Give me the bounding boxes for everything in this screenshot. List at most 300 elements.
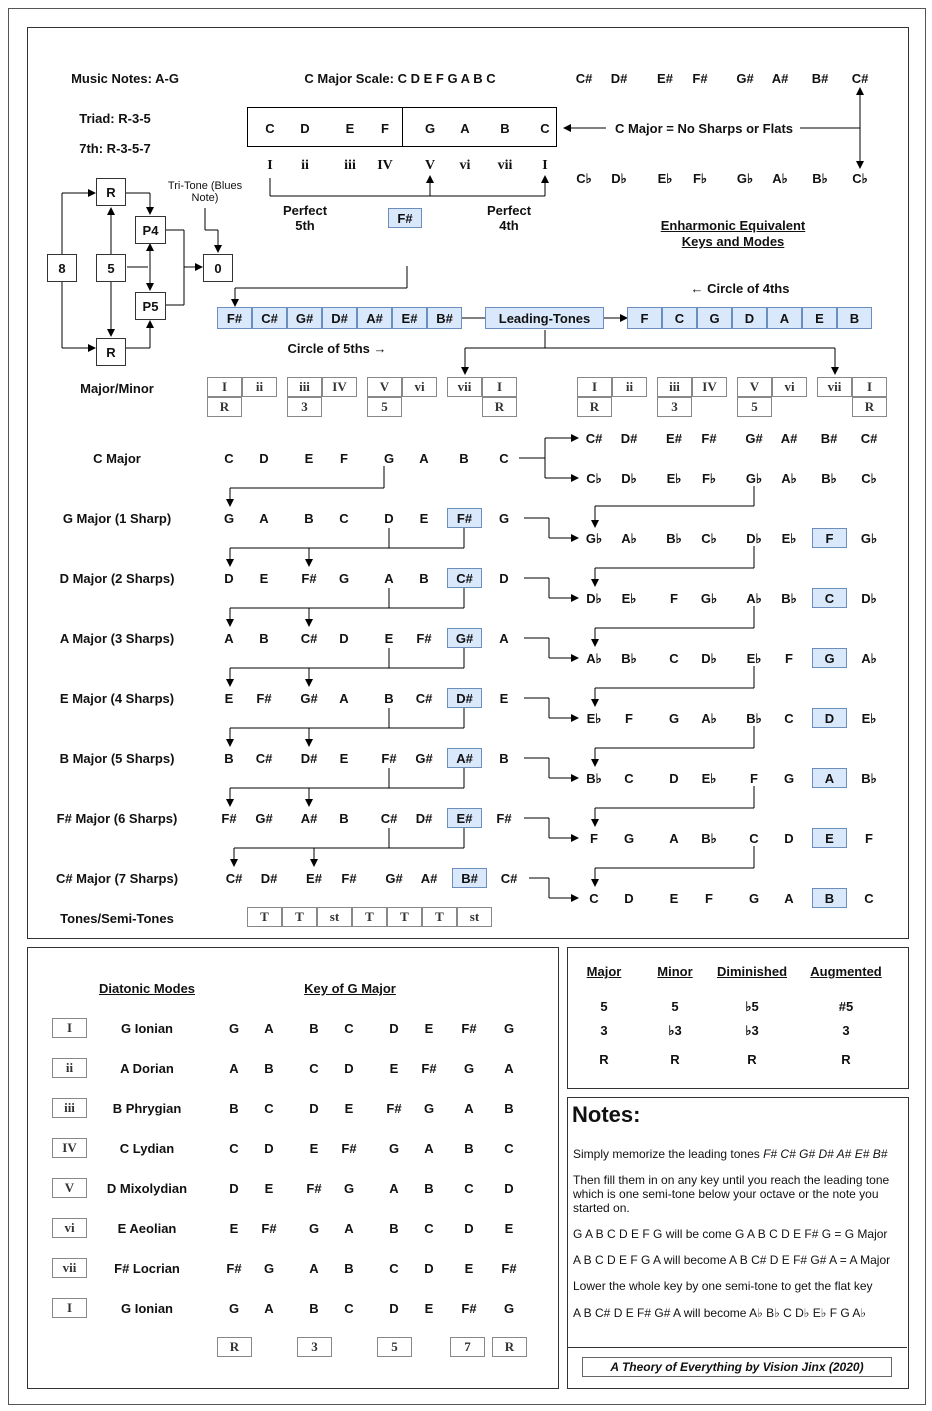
mode-note: G [503,1021,515,1036]
leading-tone-box: A# [357,307,392,329]
key-note: C# [225,871,243,886]
mode-note: B [309,1301,319,1316]
tone-cell: T [422,907,457,927]
key-name: G Major (1 Sharp) [62,511,172,526]
mode-note: D [389,1021,399,1036]
mode-roman: ii [52,1058,87,1078]
mode-note: A [264,1021,274,1036]
flat-note: B♭ [812,171,828,186]
enh-note: F [785,651,793,666]
enh-note: B♭ [701,831,717,846]
enh-note: E♭ [781,531,797,546]
mode-note: F# [386,1101,402,1116]
enh-note: G [748,891,760,906]
enh-flat: C♭ [586,471,602,486]
key-note: A [419,451,429,466]
notes-p1-prefix: Simply memorize the leading tones [573,1147,764,1161]
chord-cell: R [670,1052,680,1067]
mode-note: G [228,1301,240,1316]
enh-flat: C♭ [861,471,877,486]
flat-note: A♭ [772,171,788,186]
enh-note: E [669,891,679,906]
credit-divider [567,1347,907,1348]
mode-note: F# [501,1261,517,1276]
roman-numeral: IV [377,158,393,173]
key-note: E [259,571,269,586]
key-note: D [224,571,234,586]
enh-note: E♭ [746,651,762,666]
mode-note: E [424,1301,434,1316]
leading-note-box: E# [447,808,482,828]
key-note: E [339,751,349,766]
mode-note: A [264,1301,274,1316]
enh-leading-box: G [812,648,847,668]
chord-cell: 3 [842,1023,850,1038]
key-note: A [499,631,509,646]
mode-note: C [464,1181,474,1196]
chord-cell: ♭5 [745,999,759,1014]
chord-cell: ♭3 [745,1023,759,1038]
enh-note: B♭ [781,591,797,606]
key-note: D [384,511,394,526]
chord-cell: #5 [838,999,854,1014]
c-major-no-sharps-label: C Major = No Sharps or Flats [614,121,794,136]
enh-note: D♭ [701,651,717,666]
mode-note: F# [341,1141,357,1156]
sharp-note: A# [771,71,789,86]
enharmonic-title: Enharmonic Equivalent Keys and Modes [660,218,806,249]
roman-numeral: V [424,158,436,173]
key-note: B [459,451,469,466]
enh-note: B♭ [861,771,877,786]
scale-note: A [460,121,470,136]
enh-note: D♭ [586,591,602,606]
key-note: A [224,631,234,646]
enh-note: A [784,891,794,906]
mode-note: B [424,1181,434,1196]
enh-leading-box: E [812,828,847,848]
key-note: B [224,751,234,766]
roman-numeral: vi [459,158,471,173]
key-note: G [338,571,350,586]
notes-p1 [573,1147,898,1161]
mode-name: G Ionian [121,1021,173,1036]
enh-leading-box: A [812,768,847,788]
enh-note: G [668,711,680,726]
degree-box: R [217,1337,252,1357]
roman-cell: ii [612,377,647,397]
mode-note: G [423,1101,435,1116]
mode-note: G [503,1301,515,1316]
mode-roman: iii [52,1098,87,1118]
roman-cell: IV [692,377,727,397]
roman-cell: ii [242,377,277,397]
roman-cell: iii [657,377,692,397]
key-note: F# [381,751,397,766]
key-note: C# [255,751,273,766]
key-note: F# [496,811,512,826]
leading-tones-box: Leading-Tones [485,307,604,329]
mode-note: E [464,1261,474,1276]
enh-note: A♭ [701,711,717,726]
mode-note: A [424,1141,434,1156]
roman-cell: IV [322,377,357,397]
degree-box: 7 [450,1337,485,1357]
key-note: A [384,571,394,586]
enh-note: C [624,771,634,786]
mode-note: A [309,1261,319,1276]
mode-note: G [263,1261,275,1276]
mode-note: G [343,1181,355,1196]
mode-note: E [424,1021,434,1036]
enh-note: D [784,831,794,846]
node-r-top: R [96,178,126,206]
diatonic-modes-title: Diatonic Modes [98,981,196,996]
key-note: F# [341,871,357,886]
key-note: D [259,451,269,466]
leading-tone-box: E# [392,307,427,329]
enh-sharp: B# [820,431,838,446]
mode-note: G [388,1141,400,1156]
mode-note: D [504,1181,514,1196]
key-note: G# [300,691,318,706]
major-minor-label: Major/Minor [80,381,154,396]
natural-tone-box: D [732,307,767,329]
roman-numeral: I [267,158,273,173]
enh-note: B♭ [621,651,637,666]
mode-note: C [424,1221,434,1236]
key-note: B [259,631,269,646]
key-note: B [419,571,429,586]
notes-p6: A B C# D E F# G# A will become A♭ B♭ C D♭ E♭ F G A♭ [573,1306,867,1320]
natural-tone-box: G [697,307,732,329]
roman-cell: I [577,377,612,397]
chord-cell: 5 [600,999,608,1014]
notes-p4: A B C D E F G A will become A B C# D E F# G# A = A Major [573,1253,891,1267]
mode-note: E [389,1061,399,1076]
flat-note: E♭ [657,171,673,186]
key-note: B [384,691,394,706]
key-name: C Major [93,451,141,466]
leading-tone-box: B# [427,307,462,329]
enh-note: G♭ [585,531,603,546]
key-name: F# Major (6 Sharps) [56,811,178,826]
seventh-label: 7th: R-3-5-7 [79,141,151,156]
roman-cell: vii [447,377,482,397]
scale-divider [402,107,403,147]
mode-note: B [504,1101,514,1116]
enh-sharp: C# [860,431,878,446]
natural-tone-box: A [767,307,802,329]
enh-note: C♭ [701,531,717,546]
roman-cell: I [207,377,242,397]
enh-note: G♭ [700,591,718,606]
mode-note: E [229,1221,239,1236]
key-note: C# [300,631,318,646]
key-note: A [259,511,269,526]
mode-note: A [504,1061,514,1076]
degree-box: R [492,1337,527,1357]
chord-cell: 3 [600,1023,608,1038]
enh-note: A [669,831,679,846]
sharp-note: E# [657,71,673,86]
enh-sharp: F# [701,431,717,446]
degree-cell: 5 [367,397,402,417]
chord-cell: R [747,1052,757,1067]
enh-leading-box: C [812,588,847,608]
mode-note: E [264,1181,274,1196]
roman-numeral: ii [301,158,309,173]
enh-note: A♭ [746,591,762,606]
perfect-5th-label: Perfect 5th [282,203,328,233]
mode-note: C [229,1141,239,1156]
chord-cell: R [841,1052,851,1067]
key-note: G [383,451,395,466]
enh-sharp: E# [666,431,682,446]
degree-cell: 3 [657,397,692,417]
key-note: G# [255,811,273,826]
enh-flat: B♭ [821,471,837,486]
mode-note: C [389,1261,399,1276]
natural-tone-box: C [662,307,697,329]
key-note: B [339,811,349,826]
notes-title: Notes: [572,1102,641,1127]
mode-note: F# [226,1261,242,1276]
mode-note: F# [421,1061,437,1076]
enh-sharp: A# [780,431,798,446]
key-note: E# [306,871,322,886]
mode-note: G [228,1021,240,1036]
mode-name: A Dorian [120,1061,174,1076]
triad-label: Triad: R-3-5 [79,111,151,126]
degree-cell: 5 [737,397,772,417]
scale-note: F [381,121,389,136]
key-name: B Major (5 Sharps) [59,751,175,766]
sharp-note: C# [575,71,593,86]
key-name: C# Major (7 Sharps) [55,871,179,886]
enh-note: C [669,651,679,666]
enh-note: C [784,711,794,726]
key-note: G# [415,751,433,766]
node-8: 8 [47,254,77,282]
notes-p2: Then fill them in on any key until you reach the leading tone which is one semi-tone below your octave or the note you started on. [573,1173,890,1215]
key-note: C [499,451,509,466]
chord-cell: ♭3 [668,1023,682,1038]
roman-cell: iii [287,377,322,397]
enh-flat: E♭ [666,471,682,486]
mode-note: D [229,1181,239,1196]
leading-tone-box: C# [252,307,287,329]
key-note: F# [256,691,272,706]
enh-note: F [750,771,758,786]
degree-box: 3 [297,1337,332,1357]
enh-note: E♭ [861,711,877,726]
leading-note-box: A# [447,748,482,768]
mode-roman: IV [52,1138,87,1158]
key-note: E [499,691,509,706]
leading-tone-box: D# [322,307,357,329]
roman-cell: I [852,377,887,397]
key-note: G [223,511,235,526]
enh-note: E♭ [701,771,717,786]
leading-note-box: B# [452,868,487,888]
mode-note: D [389,1301,399,1316]
credit-text: A Theory of Everything by Vision Jinx (2020) [610,1360,864,1374]
flat-note: C♭ [852,171,868,186]
natural-tone-box: B [837,307,872,329]
enh-note: F [590,831,598,846]
degree-cell: 3 [287,397,322,417]
key-note: D [499,571,509,586]
key-note: B [304,511,314,526]
key-name: D Major (2 Sharps) [59,571,175,586]
mode-note: F# [261,1221,277,1236]
key-note: F# [221,811,237,826]
node-p4: P4 [135,216,166,244]
mode-note: B [309,1021,319,1036]
key-note: C [224,451,234,466]
key-note: A# [420,871,438,886]
chord-header: Major [586,964,622,979]
key-of-g-major-title: Key of G Major [304,981,396,996]
roman-cell: V [737,377,772,397]
mode-note: B [389,1221,399,1236]
enh-note: B♭ [586,771,602,786]
roman-cell: I [482,377,517,397]
mode-roman: V [52,1178,87,1198]
enh-note: B♭ [666,531,682,546]
enh-note: G [783,771,795,786]
tritone-box: F# [388,208,422,228]
enh-note: F [625,711,633,726]
c-major-scale-label: C Major Scale: C D E F G A B C [304,71,496,86]
roman-cell: vii [817,377,852,397]
mode-note: C [309,1061,319,1076]
node-0: 0 [203,254,233,282]
enh-note: G♭ [860,531,878,546]
roman-numeral: iii [344,158,356,173]
mode-roman: vi [52,1218,87,1238]
key-note: B [499,751,509,766]
mode-note: B [264,1061,274,1076]
tones-semitones-label: Tones/Semi-Tones [60,911,174,926]
key-note: E [304,451,314,466]
mode-note: C [504,1141,514,1156]
enh-flat: F♭ [701,471,717,486]
circle-of-4ths-label: ← Circle of 4ths [690,281,790,296]
degree-box: 5 [377,1337,412,1357]
enh-leading-box: B [812,888,847,908]
enh-note: G [623,831,635,846]
roman-cell: vi [402,377,437,397]
key-note: E [384,631,394,646]
sharp-note: B# [811,71,829,86]
leading-note-box: G# [447,628,482,648]
tone-cell: st [317,907,352,927]
enh-note: E♭ [586,711,602,726]
chord-header: Diminished [716,964,788,979]
key-note: E [224,691,234,706]
mode-note: B [344,1261,354,1276]
tone-cell: st [457,907,492,927]
chord-header: Minor [657,964,693,979]
enh-note: B♭ [746,711,762,726]
mode-note: D [344,1061,354,1076]
scale-note: G [424,121,436,136]
enh-note: D♭ [746,531,762,546]
key-note: A# [300,811,318,826]
notes-p5: Lower the whole key by one semi-tone to get the flat key [573,1279,873,1293]
key-note: D# [300,751,318,766]
music-notes-label: Music Notes: A-G [71,71,179,86]
degree-cell: R [577,397,612,417]
mode-note: D [464,1221,474,1236]
mode-note: E [504,1221,514,1236]
enh-note: C [749,831,759,846]
mode-note: A [389,1181,399,1196]
mode-note: C [344,1021,354,1036]
enh-flat: A♭ [781,471,797,486]
sharp-note: G# [736,71,754,86]
leading-tone-box: F# [217,307,252,329]
key-note: F [340,451,348,466]
enh-note: E♭ [621,591,637,606]
mode-name: D Mixolydian [106,1181,188,1196]
roman-cell: V [367,377,402,397]
sharp-note: C# [851,71,869,86]
enh-note: C [864,891,874,906]
flat-note: G♭ [736,171,754,186]
enh-sharp: D# [620,431,638,446]
key-note: C# [415,691,433,706]
mode-note: B [229,1101,239,1116]
degree-cell: R [482,397,517,417]
mode-note: A [464,1101,474,1116]
enh-note: A♭ [586,651,602,666]
circle-of-5ths-label: Circle of 5ths → [287,341,387,356]
mode-note: B [464,1141,474,1156]
leading-tone-box: G# [287,307,322,329]
key-note: F# [416,631,432,646]
flat-note: F♭ [692,171,708,186]
mode-note: A [344,1221,354,1236]
enh-note: D♭ [861,591,877,606]
mode-note: C [264,1101,274,1116]
flat-note: C♭ [576,171,592,186]
degree-cell: R [852,397,887,417]
key-note: D# [415,811,433,826]
mode-roman: I [52,1298,87,1318]
tritone-small-label: Tri-Tone (Blues Note) [167,180,243,204]
scale-note: C [265,121,275,136]
key-note: G [498,511,510,526]
mode-note: G [308,1221,320,1236]
mode-name: G Ionian [121,1301,173,1316]
enh-note: F [670,591,678,606]
leading-note-box: C# [447,568,482,588]
tone-cell: T [387,907,422,927]
enh-sharp: G# [745,431,763,446]
key-name: A Major (3 Sharps) [59,631,175,646]
degree-cell: R [207,397,242,417]
enh-sharp: C# [585,431,603,446]
leading-note-box: D# [447,688,482,708]
scale-note: C [540,121,550,136]
node-r-bottom: R [96,338,126,366]
mode-name: C Lydian [119,1141,175,1156]
key-note: A [339,691,349,706]
notes-p3: G A B C D E F G will be come G A B C D E F# G = G Major [573,1227,888,1241]
